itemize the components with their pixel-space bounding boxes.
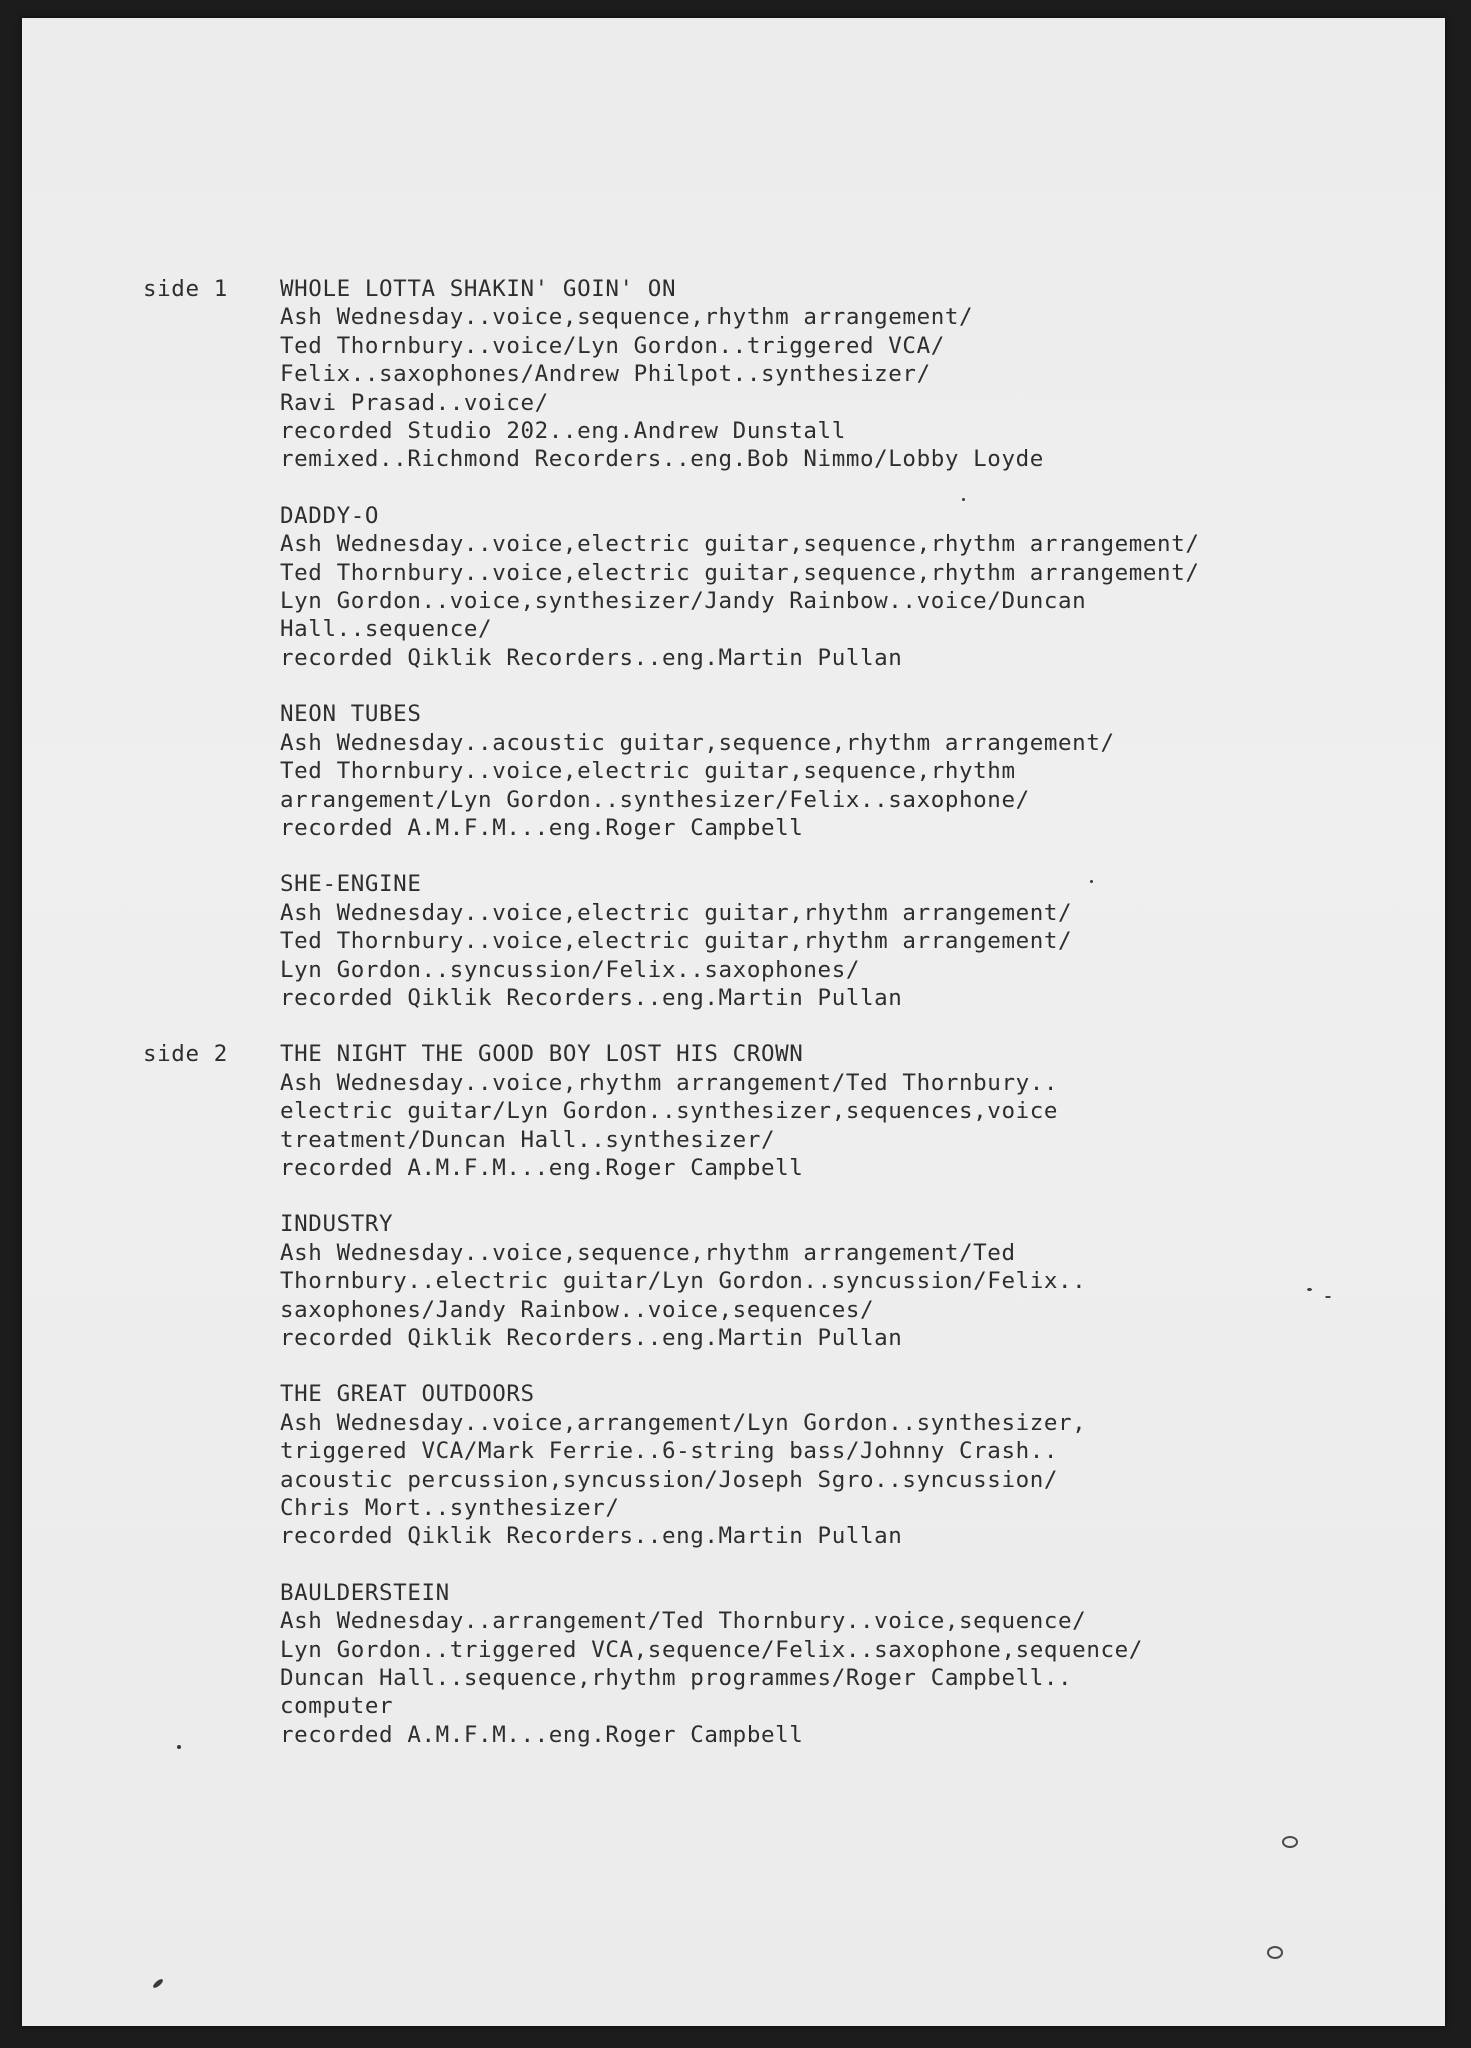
credit-line: Ted Thornbury..voice,electric guitar,sequence,rhythm <box>280 758 1016 785</box>
credit-line: saxophones/Jandy Rainbow..voice,sequences/ <box>280 1296 875 1323</box>
credit-line: Chris Mort..synthesizer/ <box>280 1495 620 1522</box>
side-block <box>143 275 1413 1040</box>
credit-line: Duncan Hall..sequence,rhythm programmes/Roger Campbell.. <box>280 1665 1073 1692</box>
track-title: DADDY-O <box>280 502 380 529</box>
credit-line: acoustic percussion,syncussion/Joseph Sgro..syncussion/ <box>280 1466 1059 1493</box>
credit-line: Lyn Gordon..triggered VCA,sequence/Felix..saxophone,sequence/ <box>280 1636 1143 1663</box>
credit-line: recorded A.M.F.M...eng.Roger Campbell <box>280 814 804 841</box>
track-title: THE NIGHT THE GOOD BOY LOST HIS CROWN <box>280 1041 804 1068</box>
credit-line: Ted Thornbury..voice/Lyn Gordon..triggered VCA/ <box>280 332 945 359</box>
track-title: THE GREAT OUTDOORS <box>280 1381 535 1408</box>
track-entry <box>280 502 1413 672</box>
credit-line: Ted Thornbury..voice,electric guitar,rhythm arrangement/ <box>280 928 1073 955</box>
track-title: WHOLE LOTTA SHAKIN' GOIN' ON <box>280 276 677 302</box>
credit-line: Ash Wednesday..arrangement/Ted Thornbury..voice,sequence/ <box>280 1608 1087 1635</box>
credit-line: Ash Wednesday..voice,electric guitar,sequence,rhythm arrangement/ <box>280 531 1200 558</box>
credit-line: triggered VCA/Mark Ferrie..6-string bass/Johnny Crash.. <box>280 1438 1059 1465</box>
credit-line: Hall..sequence/ <box>280 616 493 643</box>
track-title: BAULDERSTEIN <box>280 1579 450 1606</box>
side-block <box>143 1040 1413 1749</box>
credit-line: recorded A.M.F.M...eng.Roger Campbell <box>280 1154 804 1181</box>
credit-line: Ash Wednesday..voice,arrangement/Lyn Gordon..synthesizer, <box>280 1409 1087 1436</box>
track-entry <box>280 1210 1413 1352</box>
credit-line: Lyn Gordon..voice,synthesizer/Jandy Rainbow..voice/Duncan <box>280 588 1087 615</box>
credit-line: Ash Wednesday..voice,sequence,rhythm arrangement/ <box>280 304 974 331</box>
credit-line: Felix..saxophones/Andrew Philpot..synthesizer/ <box>280 361 931 388</box>
credit-line: recorded Qiklik Recorders..eng.Martin Pullan <box>280 1523 903 1550</box>
track-list <box>280 1040 1413 1749</box>
track-title: NEON TUBES <box>280 701 422 728</box>
credit-line: recorded Qiklik Recorders..eng.Martin Pullan <box>280 984 903 1011</box>
credit-line: computer <box>280 1693 394 1720</box>
ink-speck <box>152 1978 164 1990</box>
credit-line: recorded Qiklik Recorders..eng.Martin Pullan <box>280 1325 903 1351</box>
credit-line: Thornbury..electric guitar/Lyn Gordon..syncussion/Felix.. <box>280 1268 1087 1295</box>
track-entry <box>280 700 1413 842</box>
ink-speck <box>1282 1836 1298 1848</box>
track-entry <box>280 870 1413 1012</box>
credit-line: Ash Wednesday..voice,electric guitar,rhythm arrangement/ <box>280 899 1073 926</box>
track-entry <box>280 1040 1413 1182</box>
track-entry <box>280 1579 1413 1749</box>
credit-line: Ravi Prasad..voice/ <box>280 389 549 416</box>
credit-line: Ash Wednesday..voice,rhythm arrangement/Ted Thornbury.. <box>280 1069 1059 1096</box>
credit-line: Ash Wednesday..voice,sequence,rhythm arrangement/Ted <box>280 1239 1016 1266</box>
track-entry <box>280 1380 1413 1550</box>
credit-line: electric guitar/Lyn Gordon..synthesizer,sequences,voice <box>280 1098 1059 1125</box>
credit-line: remixed..Richmond Recorders..eng.Bob Nimmo/Lobby Loyde <box>280 446 1044 473</box>
track-title: SHE-ENGINE <box>280 871 422 898</box>
credit-line: Lyn Gordon..syncussion/Felix..saxophones/ <box>280 956 860 983</box>
credit-line: Ash Wednesday..acoustic guitar,sequence,rhythm arrangement/ <box>280 729 1115 756</box>
credit-line: Ted Thornbury..voice,electric guitar,sequence,rhythm arrangement/ <box>280 559 1200 586</box>
track-title: INDUSTRY <box>280 1211 394 1238</box>
track-list <box>280 275 1413 1040</box>
credit-line: recorded Qiklik Recorders..eng.Martin Pullan <box>280 644 903 671</box>
credit-line: arrangement/Lyn Gordon..synthesizer/Felix..saxophone/ <box>280 786 1030 813</box>
ink-speck <box>1267 1946 1283 1959</box>
credit-line: recorded A.M.F.M...eng.Roger Campbell <box>280 1721 804 1748</box>
side-label: side 2 <box>143 1041 228 1068</box>
side-label: side 1 <box>143 276 228 302</box>
credit-line: treatment/Duncan Hall..synthesizer/ <box>280 1126 776 1153</box>
track-entry <box>280 275 1413 474</box>
credit-line: recorded Studio 202..eng.Andrew Dunstall <box>280 418 846 445</box>
credits-sheet <box>143 275 1413 1749</box>
